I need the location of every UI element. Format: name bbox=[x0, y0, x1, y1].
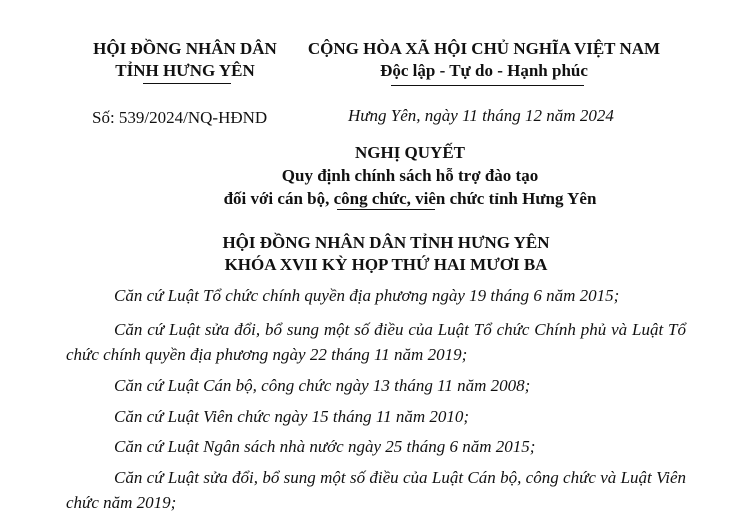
subject-line-2: đối với cán bộ, công chức, viên chức tỉnh Hưng Yên bbox=[223, 189, 597, 208]
issuer-name: HỘI ĐỒNG NHÂN DÂN bbox=[93, 39, 277, 58]
national-motto: Độc lập - Tự do - Hạnh phúc bbox=[380, 61, 588, 80]
document-title bbox=[180, 141, 640, 210]
preamble-item: Căn cứ Luật sửa đổi, bổ sung một số điều của Luật Cán bộ, công chức và Luật Viên chức năm 2019; bbox=[66, 468, 686, 512]
place-date: Hưng Yên, ngày 11 tháng 12 năm 2024 bbox=[348, 106, 614, 125]
issuer-underline bbox=[143, 83, 231, 84]
document-type: NGHỊ QUYẾT bbox=[354, 143, 466, 162]
title-underline bbox=[337, 209, 435, 210]
council-session: KHÓA XVII KỲ HỌP THỨ HAI MƯƠI BA bbox=[224, 255, 548, 274]
national-header bbox=[296, 38, 672, 82]
issuer-block bbox=[62, 38, 308, 82]
document-number: Số: 539/2024/NQ-HĐND bbox=[92, 108, 268, 127]
national-title: CỘNG HÒA XÃ HỘI CHỦ NGHĨA VIỆT NAM bbox=[307, 39, 661, 58]
subject-line-1: Quy định chính sách hỗ trợ đào tạo bbox=[281, 166, 539, 185]
council-heading bbox=[146, 232, 626, 276]
preamble-item: Căn cứ Luật Viên chức ngày 15 tháng 11 năm 2010; bbox=[114, 407, 470, 426]
motto-underline bbox=[391, 85, 584, 86]
council-name: HỘI ĐỒNG NHÂN DÂN TỈNH HƯNG YÊN bbox=[222, 233, 550, 252]
issuer-province: TỈNH HƯNG YÊN bbox=[115, 61, 255, 80]
preamble-item: Căn cứ Luật Cán bộ, công chức ngày 13 tháng 11 năm 2008; bbox=[114, 376, 531, 395]
preamble-item: Căn cứ Luật Tổ chức chính quyền địa phương ngày 19 tháng 6 năm 2015; bbox=[114, 286, 620, 305]
preamble-item: Căn cứ Luật sửa đổi, bổ sung một số điều của Luật Tổ chức Chính phủ và Luật Tổ chức chính quyền địa phương ngày 22 tháng 11 năm 2019; bbox=[66, 320, 686, 364]
preamble-item: Căn cứ Luật Ngân sách nhà nước ngày 25 tháng 6 năm 2015; bbox=[114, 437, 536, 456]
